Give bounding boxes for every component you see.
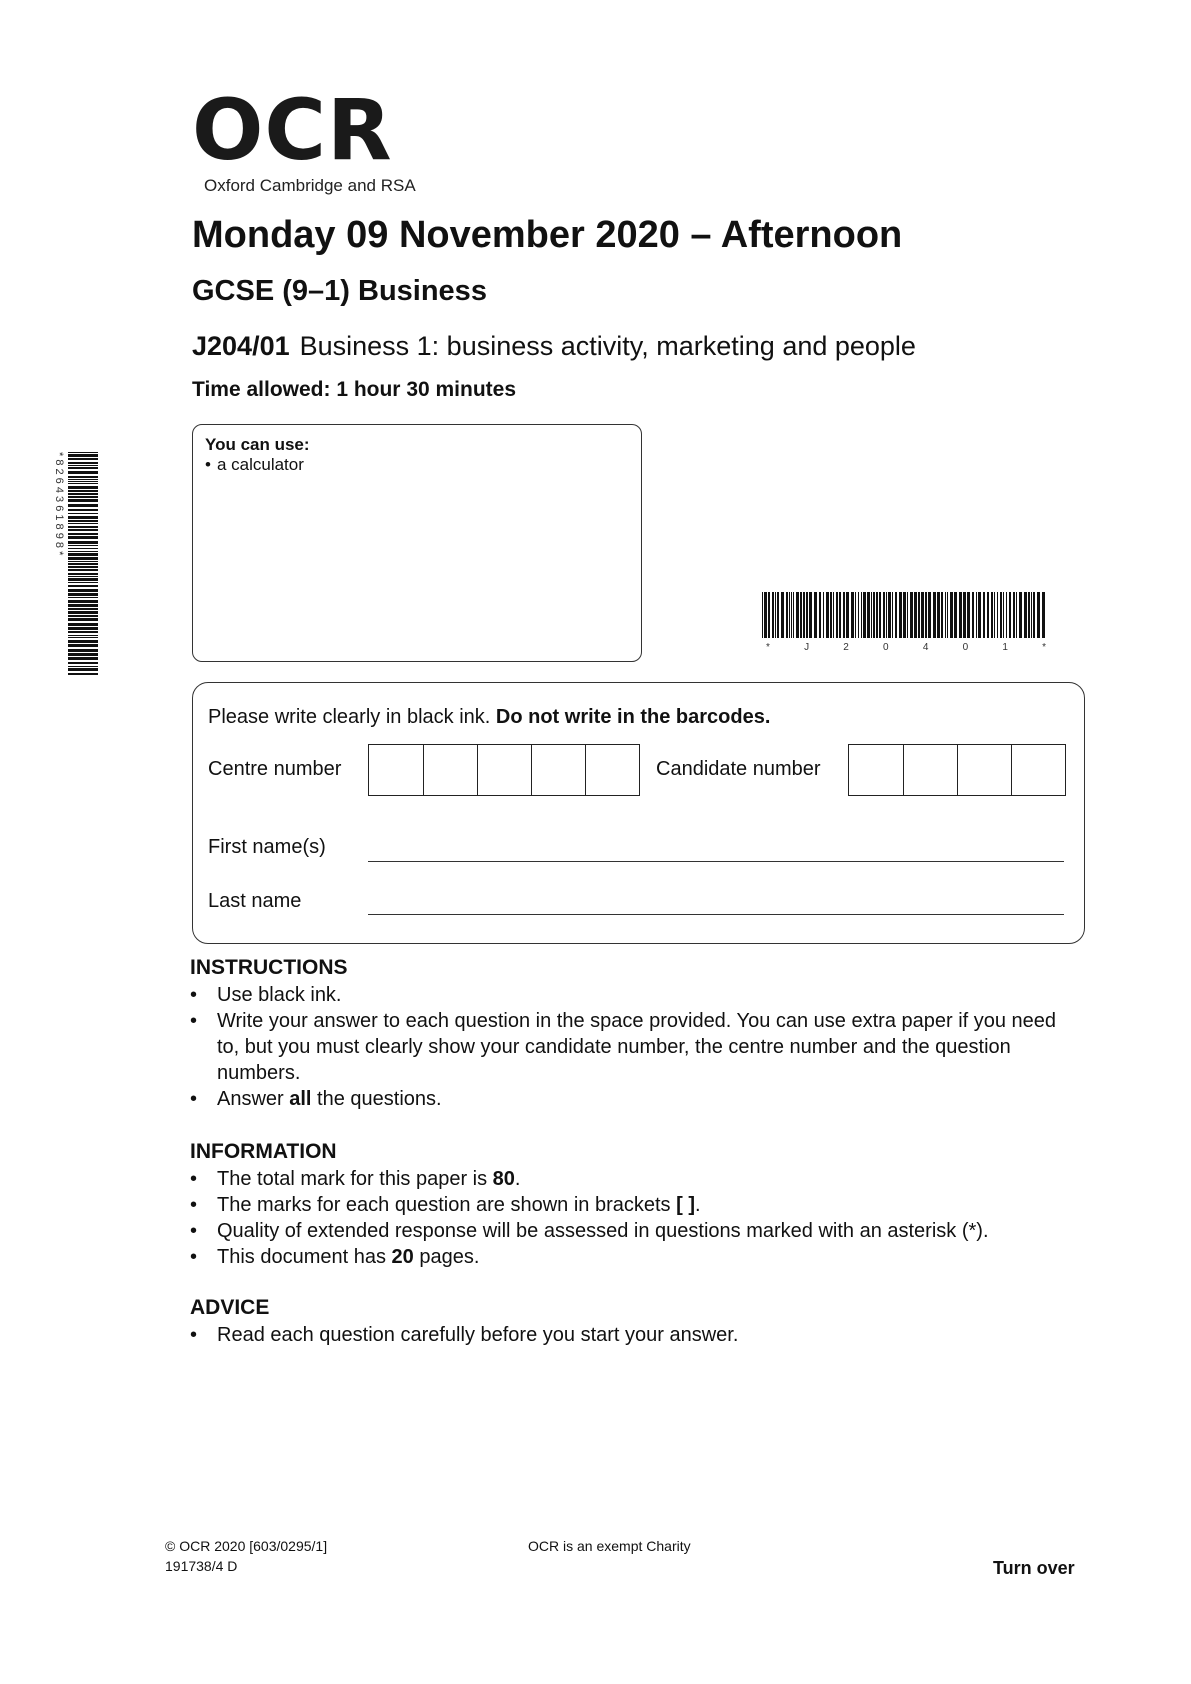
barcode-bar — [950, 592, 953, 638]
barcode-bar — [68, 513, 98, 514]
charity-notice: OCR is an exempt Charity — [528, 1538, 691, 1554]
barcode-bar — [1033, 592, 1035, 638]
barcode-bar — [68, 541, 98, 544]
barcode-bar — [68, 516, 98, 519]
barcode-bar — [68, 563, 98, 565]
barcode-bar — [68, 657, 98, 660]
vertical-barcode — [50, 452, 98, 682]
horizontal-barcode-label: * J 2 0 4 0 1 * — [766, 642, 1046, 652]
barcode-bar — [1006, 592, 1007, 638]
barcode-bar — [819, 592, 821, 638]
barcode-bar — [1024, 592, 1027, 638]
barcode-bar — [68, 569, 98, 571]
vertical-barcode-label: * 8 2 6 4 3 6 1 8 9 8 * — [53, 452, 65, 556]
list-item: • This document has 20 pages. — [190, 1244, 1090, 1270]
barcode-bar — [764, 592, 767, 638]
ocr-logo-subtitle: Oxford Cambridge and RSA — [204, 176, 416, 195]
barcode-bar — [959, 592, 962, 638]
barcode-bar — [68, 458, 98, 460]
barcode-bar — [978, 592, 981, 638]
barcode-bar — [843, 592, 845, 638]
barcode-bar — [68, 533, 98, 535]
barcode-bar — [1003, 592, 1004, 638]
document-code: 191738/4 D — [165, 1558, 238, 1574]
barcode-bar — [68, 637, 98, 638]
barcode-bar — [68, 493, 98, 495]
barcode-bar — [68, 509, 98, 511]
barcode-bar — [925, 592, 927, 638]
barcode-bar — [883, 592, 885, 638]
barcode-bar — [846, 592, 849, 638]
barcode-bar — [68, 548, 98, 549]
barcode-bar — [945, 592, 946, 638]
barcode-bar — [68, 623, 98, 626]
barcode-bar — [68, 573, 98, 575]
barcode-bar — [833, 592, 834, 638]
barcode-bar — [68, 668, 98, 671]
barcode-bar — [775, 592, 776, 638]
barcode-bar — [68, 582, 98, 583]
barcode-bar — [933, 592, 936, 638]
paper-code: J204/01 — [192, 331, 290, 361]
instructions-heading: INSTRUCTIONS — [190, 956, 348, 979]
materials-item: • a calculator — [205, 455, 629, 475]
list-item: • Write your answer to each question in the space provided. You can use extra paper if you need to, but you must clearly show your candidate number, the centre number and the question numbers. — [190, 1008, 1080, 1086]
barcode-bar — [68, 553, 98, 556]
barcode-bar — [68, 523, 98, 524]
barcode-bar — [1031, 592, 1032, 638]
barcode-bar — [68, 481, 98, 482]
barcode-bar — [68, 673, 98, 675]
last-name-label: Last name — [208, 890, 302, 912]
barcode-bar — [997, 592, 998, 638]
barcode-bar — [68, 662, 98, 664]
barcode-bar — [899, 592, 902, 638]
centre-number-digit[interactable] — [531, 745, 585, 795]
barcode-bar — [918, 592, 920, 638]
barcode-bar — [851, 592, 854, 638]
barcode-bar — [68, 486, 98, 489]
barcode-bar — [1037, 592, 1040, 638]
list-item: • Use black ink. — [190, 982, 1080, 1008]
candidate-number-label: Candidate number — [656, 758, 821, 780]
barcode-bar — [68, 545, 98, 546]
centre-number-digit[interactable] — [369, 745, 423, 795]
information-list — [190, 1166, 1090, 1270]
barcode-bar — [68, 631, 98, 633]
paper-line — [192, 331, 916, 362]
last-name-field[interactable] — [368, 914, 1064, 915]
barcode-bar — [876, 592, 878, 638]
barcode-bar — [68, 561, 98, 562]
barcode-bar — [68, 635, 98, 636]
barcode-bar — [937, 592, 940, 638]
barcode-bar — [861, 592, 862, 638]
barcode-bar — [892, 592, 893, 638]
barcode-bar — [976, 592, 977, 638]
barcode-bar — [68, 604, 98, 607]
barcode-bar — [781, 592, 784, 638]
barcode-bar — [68, 454, 98, 457]
candidate-number-field[interactable] — [848, 744, 1066, 796]
list-item: • The marks for each question are shown in brackets [ ]. — [190, 1192, 1090, 1218]
barcode-bar — [800, 592, 802, 638]
information-heading: INFORMATION — [190, 1140, 337, 1163]
copyright-notice: © OCR 2020 [603/0295/1] — [165, 1538, 328, 1554]
barcode-bar — [867, 592, 870, 638]
barcode-bar — [68, 618, 98, 621]
barcode-bar — [68, 465, 98, 466]
barcode-bar — [814, 592, 817, 638]
barcode-bar — [68, 576, 98, 577]
barcode-bar — [68, 593, 98, 596]
barcode-bar — [886, 592, 887, 638]
first-name-field[interactable] — [368, 861, 1064, 862]
turn-over-label: Turn over — [993, 1558, 1075, 1578]
barcode-bar — [68, 471, 98, 474]
barcode-bar — [68, 462, 98, 464]
barcode-bar — [68, 557, 98, 560]
list-item: • Answer all the questions. — [190, 1086, 1080, 1112]
barcode-bar — [68, 476, 98, 478]
barcode-bar — [826, 592, 829, 638]
barcode-bar — [68, 452, 98, 453]
ocr-logo: OCR — [192, 81, 393, 179]
barcode-bar — [68, 666, 98, 667]
candidate-number-digit[interactable] — [849, 745, 903, 795]
candidate-instruction: Please write clearly in black ink. Do not write in the barcodes. — [208, 706, 771, 728]
horizontal-barcode — [762, 592, 1050, 652]
barcode-bar — [879, 592, 881, 638]
barcode-bar — [967, 592, 970, 638]
centre-number-digit[interactable] — [585, 745, 639, 795]
list-item: • The total mark for this paper is 80. — [190, 1166, 1090, 1192]
barcode-bar — [777, 592, 779, 638]
barcode-bar — [796, 592, 799, 638]
barcode-bar — [855, 592, 856, 638]
barcode-bar — [928, 592, 931, 638]
time-allowed: Time allowed: 1 hour 30 minutes — [192, 378, 517, 401]
barcode-bar — [68, 615, 98, 617]
barcode-bar — [809, 592, 812, 638]
barcode-bar — [68, 504, 98, 507]
candidate-number-digit[interactable] — [957, 745, 1011, 795]
barcode-bar — [1028, 592, 1030, 638]
barcode-bar — [768, 592, 770, 638]
barcode-bar — [836, 592, 838, 638]
barcode-bar — [830, 592, 832, 638]
barcode-bar — [1000, 592, 1002, 638]
barcode-bar — [983, 592, 985, 638]
barcode-bar — [1009, 592, 1011, 638]
barcode-bar — [793, 592, 794, 638]
barcode-bar — [68, 529, 98, 531]
instructions-list — [190, 982, 1080, 1112]
barcode-bar — [772, 592, 774, 638]
materials-heading: You can use: — [205, 435, 310, 454]
barcode-bar — [858, 592, 859, 638]
qualification-title: GCSE (9–1) Business — [192, 275, 487, 307]
barcode-bar — [68, 490, 98, 492]
barcode-bar — [914, 592, 917, 638]
first-name-label: First name(s) — [208, 836, 326, 858]
barcode-bar — [972, 592, 974, 638]
barcode-bar — [68, 536, 98, 539]
barcode-bar — [68, 520, 98, 522]
barcode-bar — [68, 526, 98, 528]
barcode-bar — [871, 592, 872, 638]
barcode-bar — [68, 578, 98, 581]
barcode-bar — [806, 592, 808, 638]
centre-number-label: Centre number — [208, 758, 342, 780]
advice-heading: ADVICE — [190, 1296, 270, 1319]
barcode-bar — [68, 479, 98, 480]
barcode-bar — [68, 551, 98, 552]
barcode-bar — [803, 592, 805, 638]
barcode-bar — [68, 467, 98, 469]
centre-number-digit[interactable] — [477, 745, 531, 795]
exam-date-title: Monday 09 November 2020 – Afternoon — [192, 214, 903, 256]
barcode-bar — [68, 649, 98, 652]
barcode-bar — [1042, 592, 1045, 638]
barcode-bar — [68, 585, 98, 587]
list-item: • Read each question carefully before you start your answer. — [190, 1322, 1080, 1348]
barcode-bar — [68, 600, 98, 603]
barcode-bar — [987, 592, 989, 638]
barcode-bar — [68, 627, 98, 630]
barcode-bar — [823, 592, 824, 638]
barcode-bar — [963, 592, 966, 638]
barcode-bar — [873, 592, 875, 638]
barcode-bar — [1013, 592, 1015, 638]
barcode-bar — [68, 483, 98, 484]
barcode-bar — [947, 592, 948, 638]
barcode-bar — [68, 653, 98, 656]
barcode-bar — [762, 592, 763, 638]
barcode-bar — [68, 640, 98, 643]
barcode-bar — [863, 592, 866, 638]
candidate-number-digit[interactable] — [903, 745, 957, 795]
barcode-bar — [954, 592, 957, 638]
barcode-bar — [991, 592, 993, 638]
barcode-bar — [910, 592, 913, 638]
advice-list — [190, 1322, 1080, 1348]
materials-box — [192, 424, 642, 662]
barcode-bar — [68, 499, 98, 502]
candidate-number-digit[interactable] — [1011, 745, 1065, 795]
barcode-bar — [68, 611, 98, 614]
barcode-bar — [941, 592, 943, 638]
barcode-bar — [786, 592, 788, 638]
centre-number-field[interactable] — [368, 744, 640, 796]
list-item: • Quality of extended response will be assessed in questions marked with an asterisk (*). — [190, 1218, 1090, 1244]
barcode-bar — [68, 644, 98, 647]
barcode-bar — [1016, 592, 1017, 638]
paper-title: Business 1: business activity, marketing and people — [299, 331, 916, 361]
barcode-bar — [994, 592, 995, 638]
barcode-bar — [789, 592, 790, 638]
barcode-bar — [68, 589, 98, 592]
barcode-bar — [791, 592, 792, 638]
barcode-bar — [921, 592, 924, 638]
barcode-bar — [903, 592, 906, 638]
barcode-bar — [907, 592, 908, 638]
barcode-bar — [68, 566, 98, 568]
barcode-bar — [888, 592, 891, 638]
barcode-bar — [68, 608, 98, 610]
barcode-bar — [839, 592, 841, 638]
barcode-bar — [895, 592, 897, 638]
barcode-bar — [68, 597, 98, 598]
centre-number-digit[interactable] — [423, 745, 477, 795]
barcode-bar — [68, 496, 98, 498]
barcode-bar — [1019, 592, 1022, 638]
